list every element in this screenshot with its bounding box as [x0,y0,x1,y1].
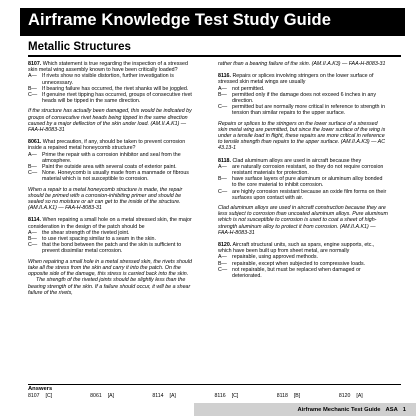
answers-row [28,393,401,399]
question-text: Which statement is true regarding the inspection of a stressed skin metal wing assembly known to have been critically loaded? [28,61,188,74]
option-b: B— permitted only if the damage does not exceed 6 inches in any direction. [218,91,376,105]
explanation: If the structure has actually been damaged, this would be indicated by groups of consecutive rivet heads being tipped in the same direction caused by a major deflection of the skin under load. (AM.II.A.K1) — FAA-H-8083-31 [28,108,192,134]
answer-item: 8120 [A] [338,393,363,399]
option-a: A— repairable, using approved methods. [218,254,318,261]
answers-title: Answers [28,386,53,392]
explanation: Repairs or splices to the stringers on the lower surface of a stressed skin metal wing are permitted, but since the lower surface of the wing is under a tensile load in flight, these repairs are more critical in reference to tensile strength than repairs to the upper surface. (AM.II.A.K3) — AC 43.13-1 [218,120,386,152]
question-text: Clad aluminum alloys are used in aircraft because they [230,157,362,164]
option-b: B— Paint the outside area with several coats of exterior paint. [28,164,177,171]
question-8114 [28,217,198,295]
page-number: 1 [402,406,406,413]
question-8107 [28,61,198,133]
option-b: B— to use rivet spacing similar to a seam in the skin. [28,236,156,243]
option-a: A— the shear strength of the riveted joint. [28,229,130,236]
question-number: 8061. [28,139,42,146]
option-c: C— that the bond between the patch and the skin is sufficient to prevent dissimilar metal corrosion. [28,242,182,255]
question-8120 [218,242,388,279]
question-8116 [218,73,388,151]
answer-item: 8114 [A] [152,393,176,399]
explanation: Clad aluminum alloys are used in aircraft construction because they are less subject to corrosion than uncoated aluminum alloys. Pure aluminum which is not susceptible to corrosion is used to coat a sheet of high-strength aluminum alloy to protect it from corrosion. (AM.II.A.K1) — FAA-H-8083-31 [218,205,388,236]
answer-item: 8116 [C] [214,393,239,399]
option-c: C— If genuine rivet tipping has occurred, groups of consecutive rivet heads will be tipped in the same direction. [28,92,192,105]
option-a: A— are naturally corrosion resistant, so they do not require corrosion resistant materials for protection. [218,163,384,177]
option-b: B— If bearing failure has occurred, the rivet shanks will be joggled. [28,85,189,92]
explanation-continued: The strength of the riveted joints should be slightly less than the bearing strength of the skin. If a failure should occur, it will be a shear failure of the rivets, [28,277,191,296]
option-c: C— None. Honeycomb is usually made from a manmade or fibrous material which is not susceptible to corrosion. [28,170,189,183]
option-a: A— If rivets show no visible distortion, further investigation is unnecessary. [28,73,174,86]
option-c: C— not repairable, but must be replaced when damaged or deteriorated. [218,266,361,280]
section-divider [28,55,401,57]
explanation-continuation: rather than a bearing failure of the skin. (AM.II.A.K3) — FAA-H-8083-31 [218,61,386,67]
section-title: Metallic Structures [28,41,131,53]
answers-divider [28,384,401,385]
explanation: When a repair to a metal honeycomb structure is made, the repair should be primed with a corrosion-inhibiting primer and should be sealed so no moisture or air can get to the inside of the structure. (AM.II.A.K1) — FAA-H-8083-31 [28,186,183,212]
answer-item: 8118 [B] [276,393,301,399]
option-c: C— permitted but are normally more critical in reference to strength in tension than similar repairs to the upper surface. [218,104,386,117]
option-a: A— Prime the repair with a corrosion inhibitor and seal from the atmosphere. [28,151,181,164]
answer-item: 8061 [A] [90,393,115,399]
question-8118 [218,158,388,236]
option-b: B— repairable, except when subjected to compressive loads. [218,260,366,267]
question-number: 8118. [218,157,231,164]
footer-book-title: Airframe Mechanic Test Guide [297,406,381,413]
left-column [28,61,198,302]
option-c: C— are highly corrosion resistant because an oxide film forms on their surfaces upon contact with air. [218,188,387,201]
answer-item: 8107 [C] [28,393,53,399]
page-footer [194,403,416,416]
question-number: 8120. [218,242,232,249]
explanation: When repairing a small hole in a metal stressed skin, the rivets should take all the stress from the skin and carry it into the patch. On the opposite side of the damage, this stress is carried back into the skin. [28,258,192,278]
question-text: Aircraft structural units, such as spars, engine supports, etc., which have been built up from sheet metal, are normally [218,242,375,255]
question-number: 8107. [28,61,42,67]
question-8061 [28,139,198,211]
right-column [218,61,388,283]
question-number: 8114. [28,217,41,224]
option-b: B— have surface layers of pure aluminum or aluminum alloy bonded to the core material to inhibit corrosion. [218,176,383,189]
answers-section [28,384,401,399]
guide-title-banner: Airframe Knowledge Test Study Guide [20,8,405,36]
question-text: Repairs or splices involving stringers on the lower surface of stressed skin metal wings are usually [218,73,374,86]
footer-publisher: ASA [385,406,398,413]
option-a: A— not permitted. [218,85,265,92]
question-text: What precaution, if any, should be taken to prevent corrosion inside a repaired metal honeycomb structure? [28,139,186,152]
question-number: 8116. [218,73,231,80]
question-text: When repairing a small hole on a metal stressed skin, the major consideration in the design of the patch should be [28,217,192,230]
